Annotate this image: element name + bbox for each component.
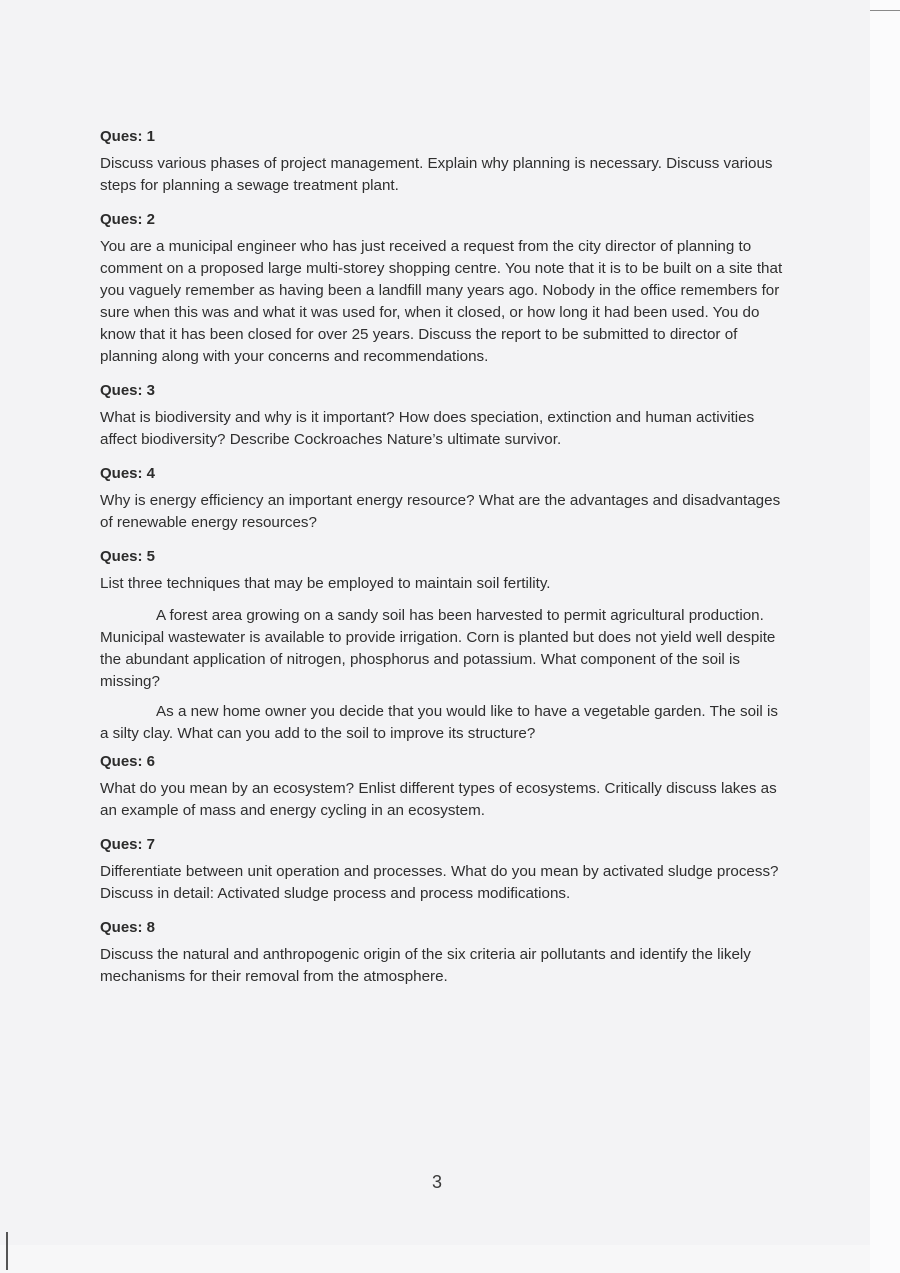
question-text: Discuss various phases of project management. Explain why planning is necessary. Discuss various steps for planning a sewage treatment plant. xyxy=(100,155,773,194)
scan-edge-mark xyxy=(6,1232,8,1270)
question-heading: Ques: 3 xyxy=(100,382,156,399)
question-heading: Ques: 2 xyxy=(100,211,156,228)
question-6 xyxy=(100,753,790,822)
question-heading: Ques: 7 xyxy=(100,836,156,853)
question-text: What is biodiversity and why is it important? How does speciation, extinction and human activities affect biodiversity? Describe Cockroaches Nature’s ultimate survivor. xyxy=(100,409,755,448)
page-number: 3 xyxy=(432,1172,443,1192)
question-text: Differentiate between unit operation and processes. What do you mean by activated sludge process? Discuss in detail: Activated sludge process and process modifications. xyxy=(100,863,779,902)
question-subpart: As a new home owner you decide that you would like to have a vegetable garden. The soil is a silty clay. What can you add to the soil to improve its structure? xyxy=(100,703,778,742)
question-text: You are a municipal engineer who has just received a request from the city director of planning to comment on a proposed large multi-storey shopping centre. You note that it is to be built on a site that you vaguely remember as having been a landfill many years ago. Nobody in the office remembers for sure when this was and what it was used for, when it closed, or how long it had been used. You do know that it has been closed for over 25 years. Discuss the report to be submitted to director of planning along with your concerns and recommendations. xyxy=(100,238,783,365)
question-text: What do you mean by an ecosystem? Enlist different types of ecosystems. Critically discuss lakes as an example of mass and energy cycling in an ecosystem. xyxy=(100,780,777,819)
scan-margin xyxy=(870,0,900,1273)
question-8 xyxy=(100,919,790,988)
question-heading: Ques: 6 xyxy=(100,753,156,770)
scan-edge-line xyxy=(870,10,900,11)
question-text: Why is energy efficiency an important energy resource? What are the advantages and disadvantages of renewable energy resources? xyxy=(100,492,781,531)
question-4 xyxy=(100,465,790,534)
question-7 xyxy=(100,836,790,905)
question-heading: Ques: 1 xyxy=(100,128,156,145)
question-heading: Ques: 8 xyxy=(100,919,156,936)
question-list xyxy=(100,128,790,1002)
question-heading: Ques: 4 xyxy=(100,465,156,482)
question-1 xyxy=(100,128,790,197)
question-heading: Ques: 5 xyxy=(100,548,156,565)
question-2 xyxy=(100,211,790,368)
question-subpart: A forest area growing on a sandy soil has been harvested to permit agricultural production. Municipal wastewater is available to provide irrigation. Corn is planted but does not yield well despite the abundant application of nitrogen, phosphorus and potassium. What component of the soil is missing? xyxy=(100,607,776,690)
question-5 xyxy=(100,548,790,745)
question-text: Discuss the natural and anthropogenic origin of the six criteria air pollutants and identify the likely mechanisms for their removal from the atmosphere. xyxy=(100,946,751,985)
question-3 xyxy=(100,382,790,451)
question-text: List three techniques that may be employed to maintain soil fertility. xyxy=(100,575,551,592)
